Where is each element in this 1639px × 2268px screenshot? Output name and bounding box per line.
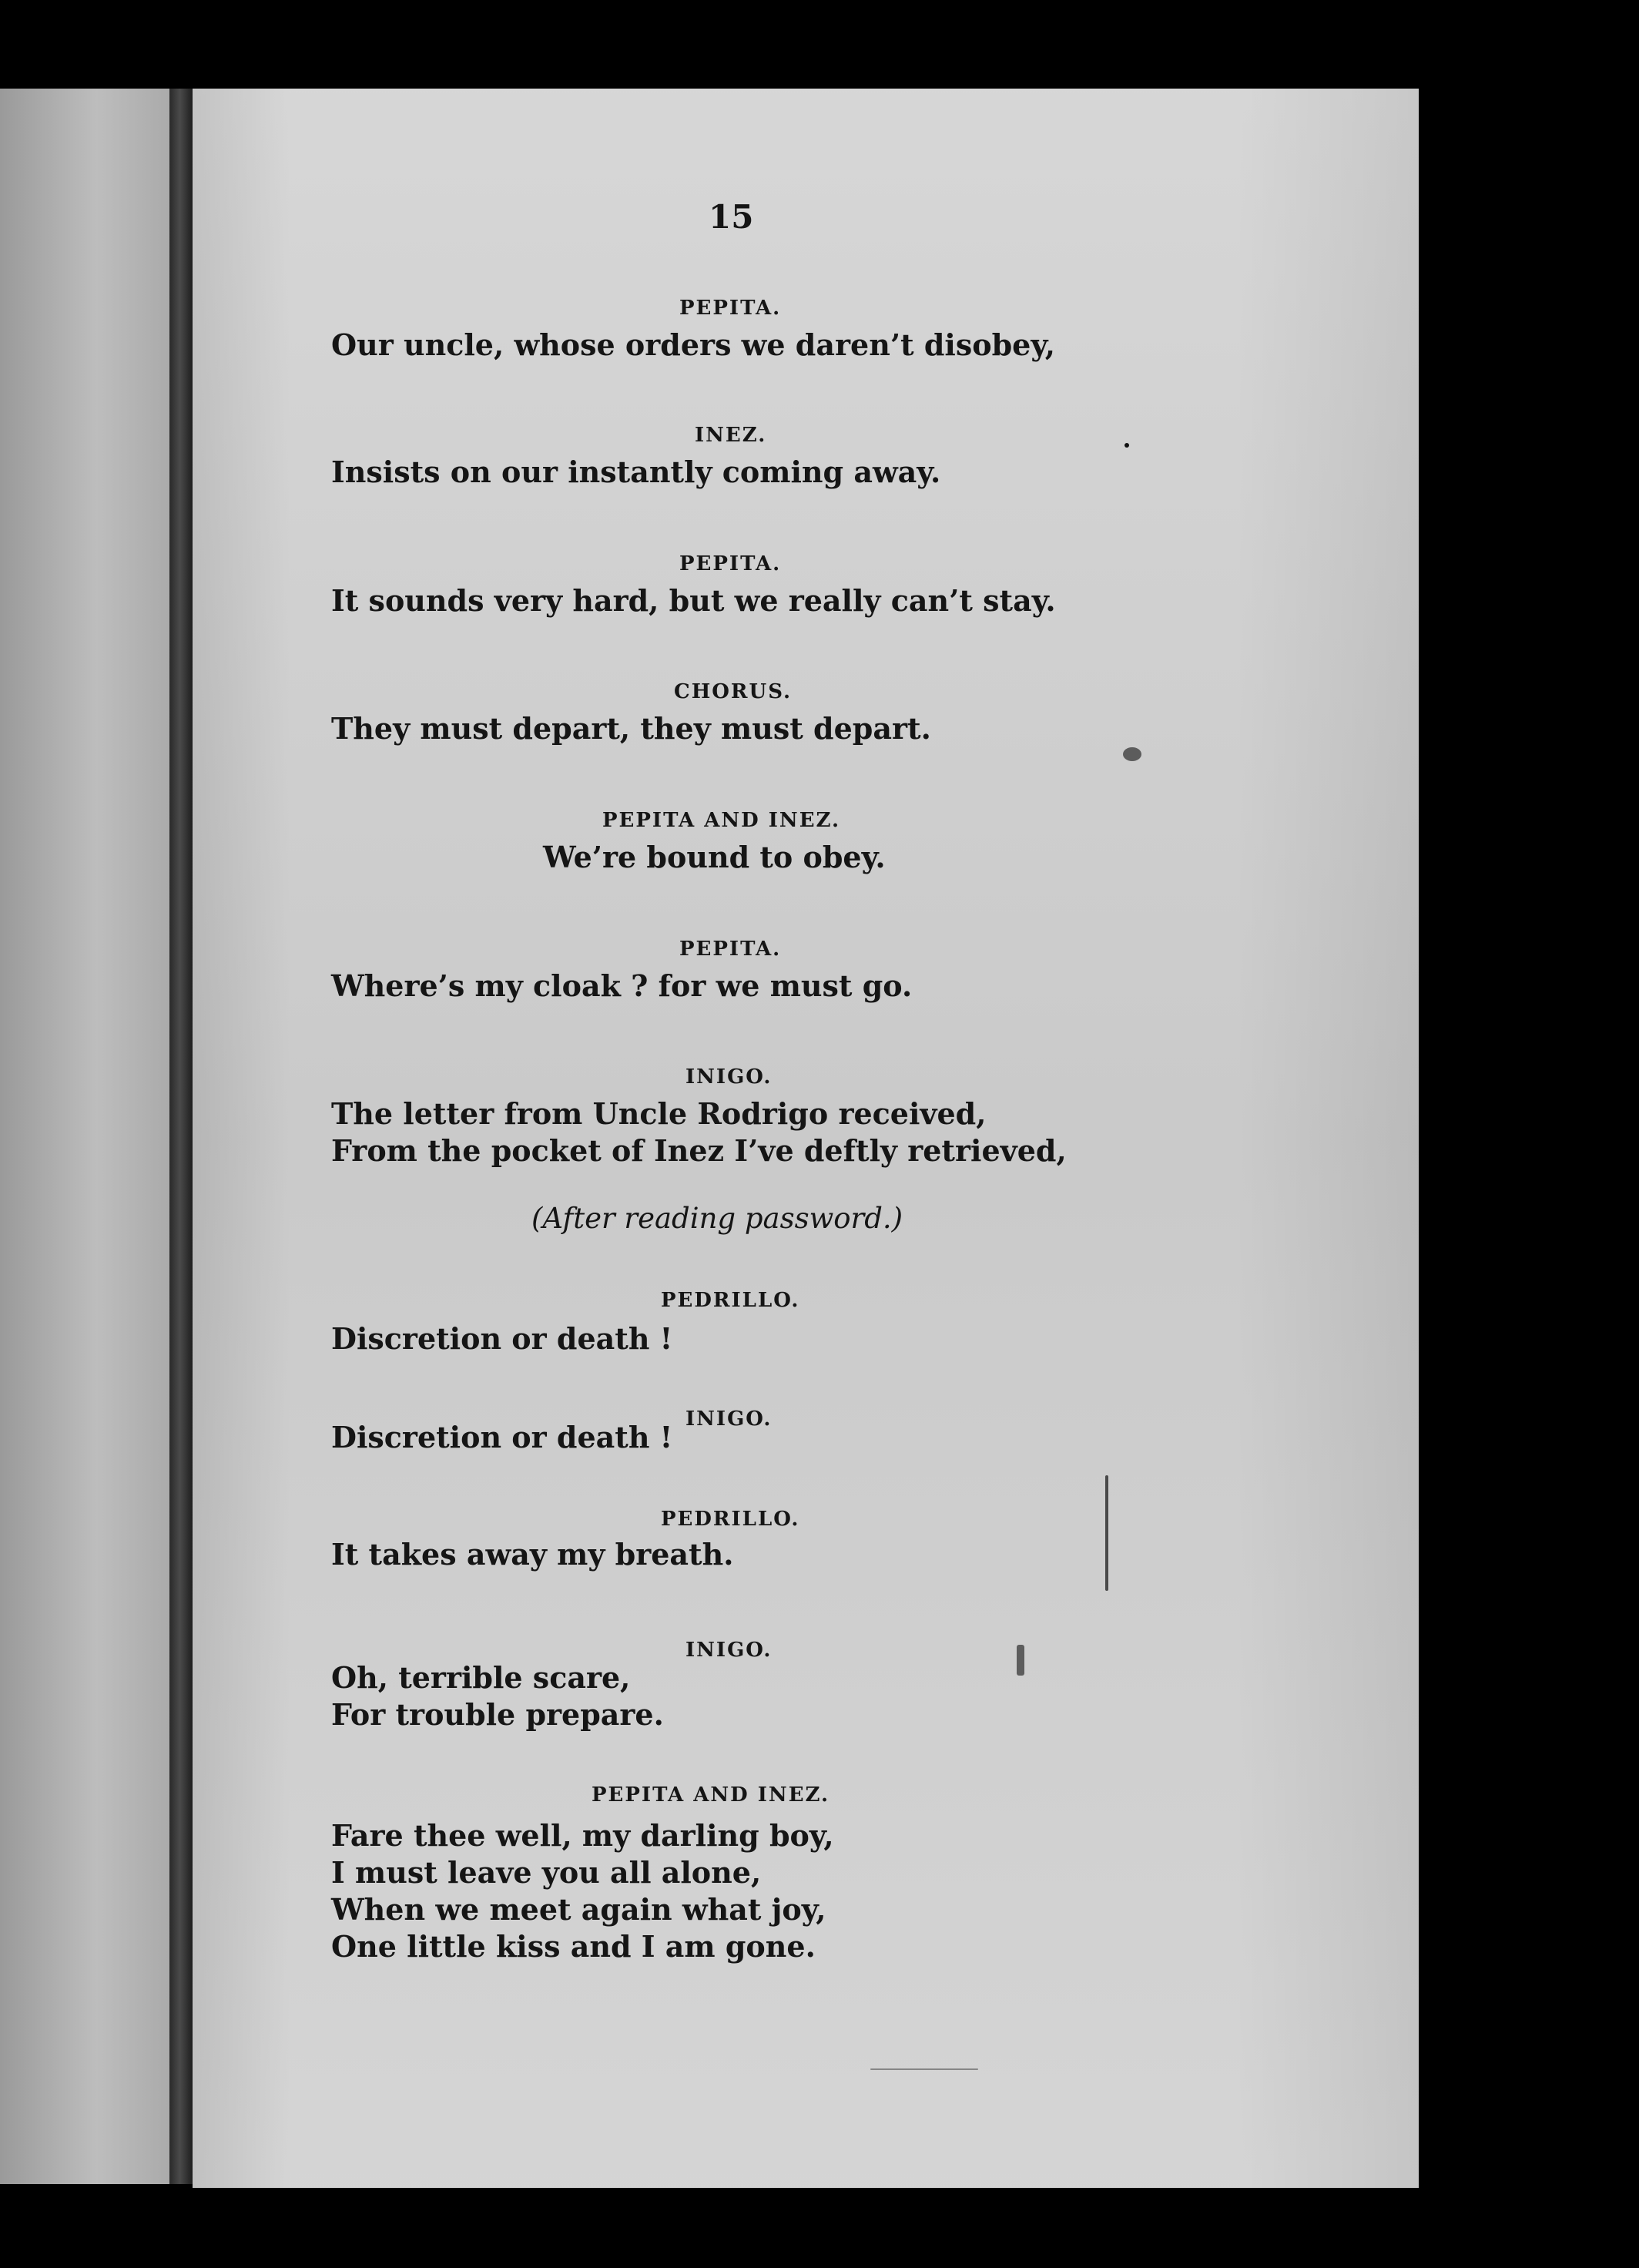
speaker-label: PEDRILLO. (661, 1508, 800, 1531)
speaker-label: PEPITA. (679, 297, 782, 320)
verse-line: Discretion or death ! (331, 1420, 673, 1454)
speaker-label: PEPITA. (679, 938, 782, 961)
verse-line: Our uncle, whose orders we daren’t disobey, (331, 327, 1055, 362)
verse-line: Oh, terrible scare, (331, 1660, 631, 1695)
speaker-label: INIGO. (685, 1639, 773, 1662)
verse-line: One little kiss and I am gone. (331, 1929, 816, 1964)
book-gutter (169, 89, 193, 2184)
verse-line: I must leave you all alone, (331, 1855, 762, 1890)
verse-line: From the pocket of Inez I’ve deftly retrieved, (331, 1133, 1067, 1168)
scan-speck (1017, 1645, 1024, 1676)
scan-speck (1105, 1475, 1108, 1591)
verse-line: Fare thee well, my darling boy, (331, 1818, 834, 1853)
speaker-label: PEPITA AND INEZ. (592, 1783, 830, 1807)
previous-page-edge (0, 89, 176, 2184)
speaker-label: INIGO. (685, 1407, 773, 1431)
verse-line: Discretion or death ! (331, 1321, 673, 1356)
verse-line: It sounds very hard, but we really can’t stay. (331, 583, 1056, 618)
verse-line: When we meet again what joy, (331, 1892, 826, 1927)
verse-line: They must depart, they must depart. (331, 711, 931, 746)
speaker-label: PEPITA. (679, 552, 782, 575)
verse-line: We’re bound to obey. (543, 840, 886, 874)
scan-speck (870, 2068, 978, 2070)
speaker-label: INIGO. (685, 1065, 773, 1089)
scan-speck (1125, 443, 1129, 448)
page-number: 15 (709, 198, 754, 236)
verse-line: It takes away my breath. (331, 1537, 734, 1572)
book-page (193, 89, 1419, 2188)
scan-speck (1123, 747, 1141, 761)
speaker-label: PEPITA AND INEZ. (602, 809, 841, 832)
speaker-label: INEZ. (695, 424, 767, 447)
verse-line: Insists on our instantly coming away. (331, 455, 941, 489)
verse-line: The letter from Uncle Rodrigo received, (331, 1096, 987, 1131)
stage-direction: (After reading password.) (531, 1202, 903, 1235)
verse-line: Where’s my cloak ? for we must go. (331, 968, 913, 1003)
verse-line: For trouble prepare. (331, 1697, 664, 1732)
speaker-label: CHORUS. (674, 680, 793, 703)
speaker-label: PEDRILLO. (661, 1289, 800, 1312)
